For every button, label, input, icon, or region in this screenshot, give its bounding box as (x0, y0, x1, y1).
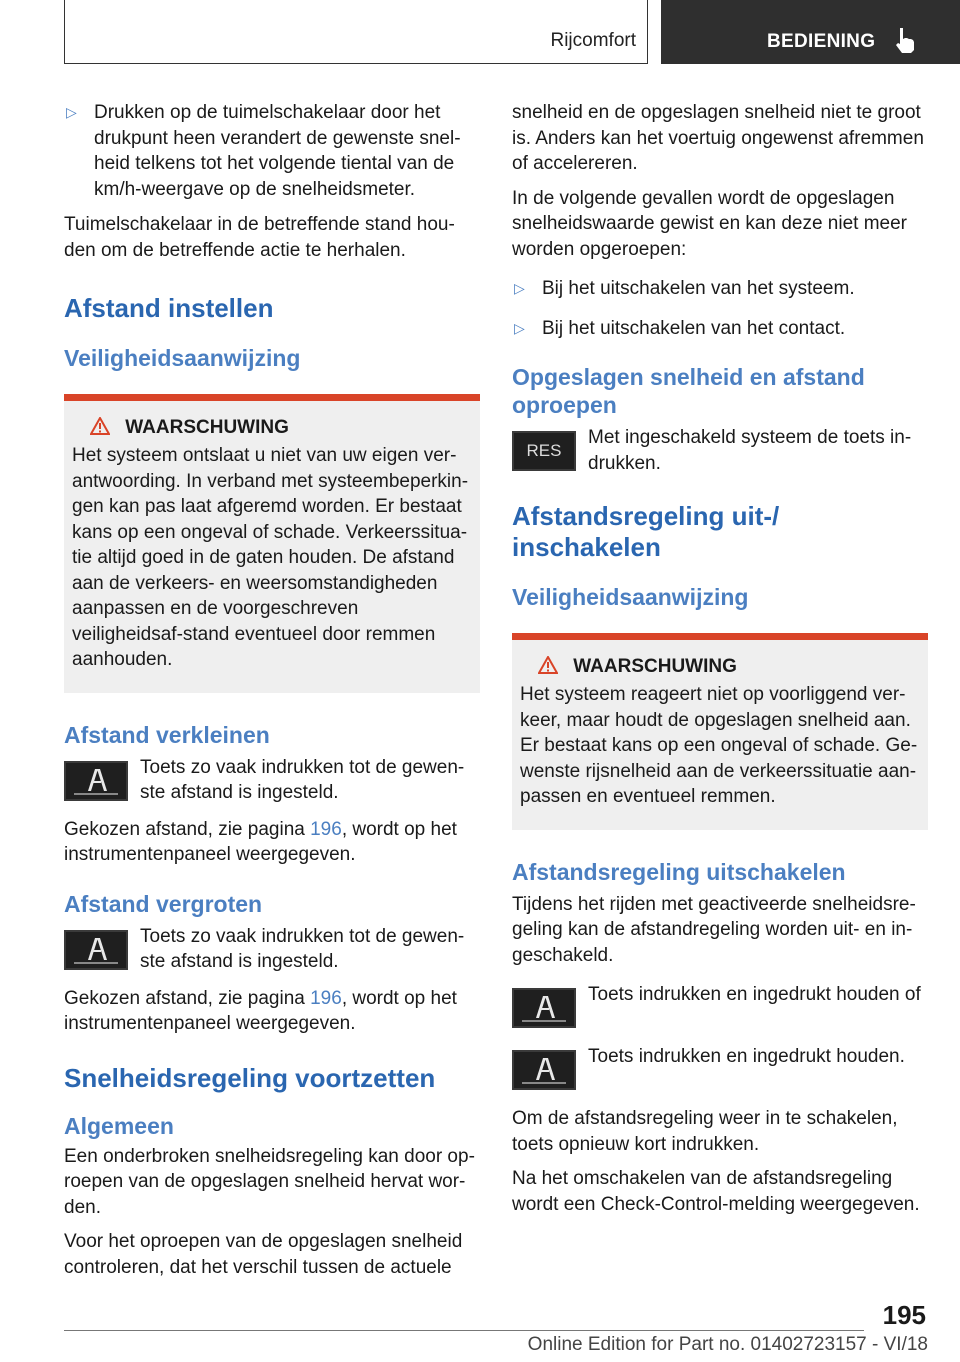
distance-button-icon (64, 761, 128, 801)
list-item: ▷ Bij het uitschakelen van het contact. (512, 316, 928, 342)
edition-text: Online Edition for Part no. 01402723157 - VI/18 (527, 1334, 928, 1355)
heading-safety: Veiligheidsaanwijzing (512, 584, 749, 610)
distance-button-icon (512, 988, 576, 1028)
increase-instruction: Toets zo vaak indrukken tot de gewen-ste afstand is ingesteld. (140, 925, 465, 972)
page-number: 195 (882, 1300, 926, 1330)
paragraph: In de volgende gevallen wordt de opgeslagen snelheidswaarde gewist en kan deze niet meer worden opgeroepen: (512, 187, 908, 260)
triangle-right-icon: ▷ (66, 104, 77, 120)
chapter-title: BEDIENING (767, 31, 876, 52)
page-link[interactable]: 196 (310, 987, 342, 1009)
recall-instruction: Met ingeschakeld systeem de toets in-drukken. (588, 427, 912, 474)
warning-text: Het systeem reageert niet op voorliggend ver-keer, maar houdt de opgeslagen snelheid aan. Er bestaat kans op een ongeval of schade. Ge-wenste rijsnelheid aan de verkeerssituatie aan-passen en eventueel remmen. (520, 684, 918, 807)
button-row (64, 924, 480, 976)
button-row (512, 425, 928, 477)
off-instruction-2: Toets indrukken en ingedrukt houden. (588, 1046, 905, 1067)
reduce-instruction: Toets zo vaak indrukken tot de gewen-ste afstand is ingesteld. (140, 756, 465, 803)
page-link[interactable]: 196 (310, 818, 342, 840)
warning-box (64, 394, 480, 693)
button-row (512, 1044, 928, 1096)
res-button-icon: RES (512, 431, 576, 471)
general-text: Een onderbroken snelheidsregeling kan door op-roepen van de opgeslagen snelheid hervat wor-den. (64, 1145, 475, 1218)
warning-title: WAARSCHUWING (72, 417, 472, 439)
distance-button-icon (64, 930, 128, 970)
heading-general: Algemeen (64, 1112, 174, 1139)
left-column (64, 100, 480, 1289)
off-instruction-1: Toets indrukken en ingedrukt houden of (588, 984, 921, 1005)
section-title: Rijcomfort (550, 30, 636, 51)
heading-recall: Opgeslagen snelheid en afstand oproepen (512, 364, 865, 418)
triangle-right-icon: ▷ (514, 319, 525, 336)
reenable-text: Om de afstandsregeling weer in te schakelen, toets opnieuw kort indrukken. (512, 1108, 898, 1155)
heading-toggle: Afstandsregeling uit-/ inschakelen (512, 501, 780, 562)
heading-increase: Afstand vergroten (64, 890, 263, 917)
list-item: ▷ Drukken op de tuimelschakelaar door het drukpunt heen verandert de gewenste snel-heid telkens tot het volgende tiental van de km/h-weergave op de snelheidsmeter. (66, 102, 461, 200)
heading-reduce: Afstand verkleinen (64, 721, 270, 748)
distance-button-icon (512, 1050, 576, 1090)
paragraph: snelheid en de opgeslagen snelheid niet te groot is. Anders kan het voertuig ongewenst afremmen of accelereren. (512, 102, 924, 174)
button-row (512, 982, 928, 1034)
chapter-tab (661, 0, 960, 64)
warning-triangle-icon (538, 656, 558, 674)
hand-pointer-icon (892, 26, 918, 54)
heading-resume: Snelheidsregeling voortzetten (64, 1062, 436, 1093)
heading-distance: Afstand instellen (64, 293, 274, 323)
reduce-info: Gekozen afstand, zie pagina 196, wordt op het instrumentenpaneel weergegeven. (64, 818, 457, 865)
off-text: Tijdens het rijden met geactiveerde snelheidsre-geling kan de afstandregeling worden uit- en in-geschakeld. (512, 893, 916, 966)
warning-triangle-icon (90, 417, 110, 435)
footer-divider (64, 1330, 864, 1331)
button-row (64, 755, 480, 807)
warning-text: Het systeem ontslaat u niet van uw eigen ver-antwoording. In verband met systeembeperkin-gen kan pas laat afgeremd worden. Er bestaat kans op een ongeval of schade. Verkeerssitua-tie altijd goed in de gaten houden. De afstand aan de verkeers- en weersomstandigheden aanpassen en de voorgeschreven veiligheidsaf-stand eventueel door remmen aanhouden. (72, 445, 469, 670)
triangle-right-icon: ▷ (514, 280, 525, 296)
increase-info: Gekozen afstand, zie pagina 196, wordt op het instrumentenpaneel weergegeven. (64, 987, 457, 1034)
warning-title: WAARSCHUWING (520, 656, 920, 678)
heading-safety: Veiligheidsaanwijzing (64, 345, 301, 371)
right-column (512, 100, 928, 1226)
general-text-2: Voor het oproepen van de opgeslagen snelheid controleren, dat het verschil tussen de actuele (64, 1231, 463, 1278)
warning-box (512, 633, 928, 830)
heading-off: Afstandsregeling uitschakelen (512, 858, 846, 885)
list-item: ▷ Bij het uitschakelen van het systeem. (512, 276, 928, 302)
after-switch-text: Na het omschakelen van de afstandsregeling wordt een Check-Control-melding weergegeven. (512, 1168, 920, 1215)
paragraph: Tuimelschakelaar in de betreffende stand hou-den om de betreffende actie te herhalen. (64, 214, 455, 261)
